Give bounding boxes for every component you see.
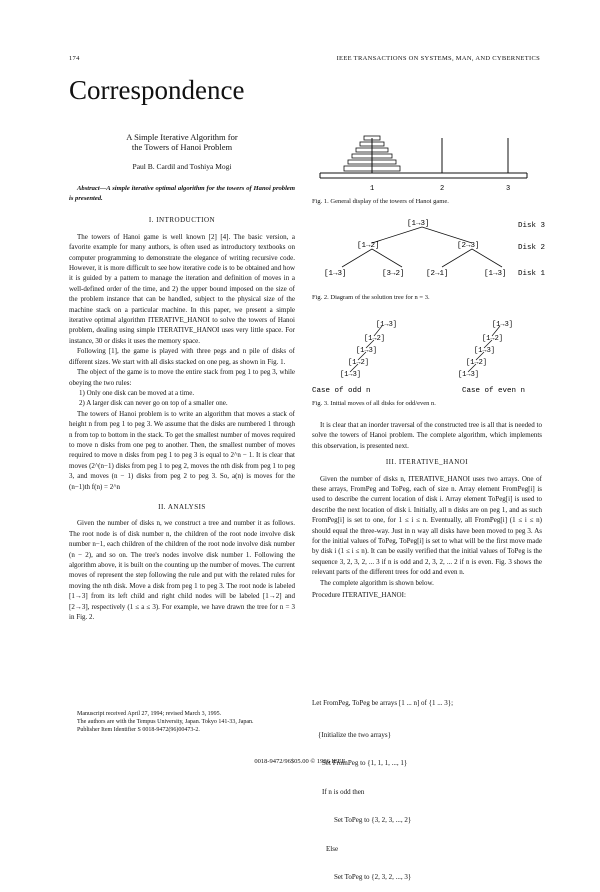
intro-paragraph-4: The towers of Hanoi problem is to write an algorithm that moves a stack of height n from peg 1 to peg 3. We assume that the disks are numbered 1 through n from top to bottom in the stack. To get the smallest number of moves required to move n disks from one peg to another. Then, the smallest number of moves required to move n disks from peg 1 to peg 3 is equal to 2^n − 1. It is clear that moves (2^(n−1) disks from peg 1 to peg 2, moves the nth disk from peg 1 to peg 3, and moves (n − 1) disks from peg 2 to peg 3. So, a(n) is moves for the (n−1)th f(n) = 2^n bbox=[69, 409, 295, 491]
figure-2 bbox=[312, 215, 552, 295]
algo-line-1: Let FromPeg, ToPeg be arrays [1 ... n] of {1 ... 3}; bbox=[312, 699, 454, 707]
algo-line-5: Set ToPeg to {3, 2, 3, ..., 2} bbox=[334, 816, 412, 824]
analysis-paragraph-1: Given the number of disks n, we construct a tree and number it as follows. The root node is of disk number n, the children of the root node involve disk number n−1, each children of the children of the root node involve disk number (n − 2), and so on. The tree's nodes involve disk number 1. Following the algorithm above, it is built on the counting up the number of moves. The current moves of represent the step following the rule and put with the related rules for moving the nth disk. Move a disk from peg 1 to peg 3. The root node is labeled [1→3] from its left child and right child nodes will be labeled [1→2] and [2→3], respectively (1 ≤ a ≤ 3). For example, we have drawn the tree for n = 3 in Fig. 2. bbox=[69, 519, 295, 622]
copyright-line: 0018-9472/96$05.00 © 1996 IEEE bbox=[254, 758, 346, 765]
journal-name: IEEE TRANSACTIONS ON SYSTEMS, MAN, AND CYBERNETICS bbox=[336, 55, 540, 62]
algo-line-2: {Initialize the two arrays} bbox=[318, 730, 391, 739]
iterative-paragraph-1: Given the number of disks n, ITERATIVE_HANOI uses two arrays. One of these arrays, FromPeg and ToPeg, each of size n. Array element FromPeg[i] is used to describe the current location of disk i. Array element ToPeg[i] is used to describe the next location of disk i. Initially, all n disks are on peg 1, and as such FromPeg[i] is set to one, for 1 ≤ i ≤ n. Eventually, all FromPeg[i] (1 ≤ i ≤ n) should equal the three-way. Just in n way all disks have been moved to peg 3. As for the initial values of ToPeg, ToPeg[i] is set to what will be the first move made by disk i (1 ≤ i ≤ n). It can be easily verified that the initial values of ToPeg is the sequence 3, 2, 3, 2, ... 3 if n is odd and 2, 3, 2, ... 2 if n is even. Fig. 3 shows the relevant parts of the different trees for odd and even n. bbox=[312, 474, 542, 577]
fig3-right-node-5: [1→3] bbox=[458, 371, 480, 379]
fig3-right-node-4: [1→2] bbox=[466, 359, 488, 367]
fig3-right-label: Case of even n bbox=[462, 387, 526, 395]
article-title bbox=[69, 132, 295, 152]
fig2-node-rr: [1→3] bbox=[484, 270, 507, 278]
left-column bbox=[69, 128, 295, 622]
intro-heading: I. INTRODUCTION bbox=[148, 216, 216, 225]
fig1-peg-3: 3 bbox=[506, 185, 511, 193]
footnote-2: The authors are with the Tempus University, Japan. Tokyo 141-33, Japan. bbox=[77, 719, 254, 725]
fig3-left-node-5: [1→3] bbox=[340, 371, 362, 379]
fig3-left-node-2: [1→2] bbox=[364, 335, 386, 343]
rule-2: 2) A larger disk can never go on top of a smaller one. bbox=[79, 399, 228, 408]
fig2-node-rl: [2→1] bbox=[426, 270, 449, 278]
page-number: 174 bbox=[69, 55, 80, 62]
fig1-peg-1: 1 bbox=[370, 185, 375, 193]
fig2-node-r: [2→3] bbox=[457, 242, 480, 250]
figure-1 bbox=[312, 128, 532, 194]
right-paragraph-1: It is clear that an inorder traversal of the constructed tree is all that is needed to solve the towers of Hanoi problem. The complete algorithm, which implements this observation, is presented next. bbox=[312, 421, 542, 450]
iterative-paragraph-2: The complete algorithm is shown below. bbox=[320, 578, 434, 587]
algo-line-4: If n is odd then bbox=[322, 787, 365, 796]
intro-paragraph-3: The object of the game is to move the entire stack from peg 1 to peg 3, while obeying the two rules: bbox=[69, 368, 295, 387]
iterative-heading: III. ITERATIVE_HANOI bbox=[385, 458, 469, 467]
article-title-line2: the Towers of Hanoi Problem bbox=[131, 142, 233, 152]
fig3-caption: Fig. 3. Initial moves of all disks for odd/even n. bbox=[312, 400, 436, 407]
fig3-left-node-3: [1→3] bbox=[356, 347, 378, 355]
article-title-line1: A Simple Iterative Algorithm for bbox=[126, 132, 238, 142]
algo-line-6: Else bbox=[326, 844, 339, 853]
figure-3 bbox=[312, 318, 552, 398]
fig2-level-3: Disk 3 bbox=[518, 222, 546, 230]
section-title: Correspondence bbox=[69, 75, 245, 105]
fig2-level-1: Disk 1 bbox=[518, 270, 546, 278]
fig3-right-node-2: [1→2] bbox=[482, 335, 504, 343]
fig2-node-root: [1→3] bbox=[407, 220, 430, 228]
fig1-drawing bbox=[320, 136, 527, 178]
footnotes bbox=[69, 710, 295, 734]
algorithm-block bbox=[312, 680, 542, 892]
fig2-level-2: Disk 2 bbox=[518, 244, 546, 252]
abstract: Abstract—A simple iterative optimal algorithm for the towers of Hanoi problem is presented. bbox=[69, 185, 295, 202]
algo-line-7: Set ToPeg to {2, 3, 2, ..., 3} bbox=[334, 873, 412, 881]
authors: Paul B. Cardil and Toshiya Mogi bbox=[132, 162, 232, 171]
analysis-heading: II. ANALYSIS bbox=[158, 502, 206, 511]
fig3-right-node-1: [1→3] bbox=[492, 321, 514, 329]
intro-paragraph-1: The towers of Hanoi game is well known [2] [4]. The basic version, a favorite example for many authors, is often used as introductory textbooks on computer programming to demonstrate the elegance of writing recursive code. However, it is more difficult to see how iterative code is to be obtained and how it is guided by a pattern to manage the iteration and definition of moves in a well-defined order of the time, and 2) the upper bound imposed on the size of the problem instance that can be handled, subject to the physical size of the machine stack on a particular machine. In this paper, we present a simple iterative optimal algorithm ITERATIVE_HANOI to solve the towers of Hanoi problem, dealing using simple ITERATIVE_HANOI uses very little space. For instance, 30 or disks it uses the memory space. bbox=[69, 232, 295, 345]
rule-1: 1) Only one disk can be moved at a time. bbox=[79, 388, 195, 397]
fig3-right-node-3: [1→3] bbox=[474, 347, 496, 355]
footnote-1: Manuscript received April 27, 1994; revised March 3, 1995. bbox=[77, 711, 222, 717]
algorithm-name: Procedure ITERATIVE_HANOI: bbox=[312, 591, 406, 600]
fig2-node-l: [1→2] bbox=[357, 242, 380, 250]
footnote-3: Publisher Item Identifier S 0018-9472(96)00473-2. bbox=[77, 727, 200, 733]
fig3-left-label: Case of odd n bbox=[312, 387, 371, 395]
fig1-peg-2: 2 bbox=[440, 185, 445, 193]
right-column bbox=[312, 420, 542, 601]
fig3-left-node-4: [1→2] bbox=[348, 359, 370, 367]
fig2-node-ll: [1→3] bbox=[324, 270, 347, 278]
intro-paragraph-2: Following [1], the game is played with three pegs and n pile of disks of different sizes. We start with all disks stacked on one peg, as shown in Fig. 1. bbox=[69, 347, 295, 366]
fig2-caption: Fig. 2. Diagram of the solution tree for n = 3. bbox=[312, 294, 430, 301]
fig2-node-lr: [3→2] bbox=[382, 270, 405, 278]
fig1-caption: Fig. 1. General display of the towers of Hanoi game. bbox=[312, 198, 449, 205]
algo-line-3: Set FromPeg to {1, 1, 1, ..., 1} bbox=[322, 759, 408, 767]
fig3-left-node-1: [1→3] bbox=[376, 321, 398, 329]
